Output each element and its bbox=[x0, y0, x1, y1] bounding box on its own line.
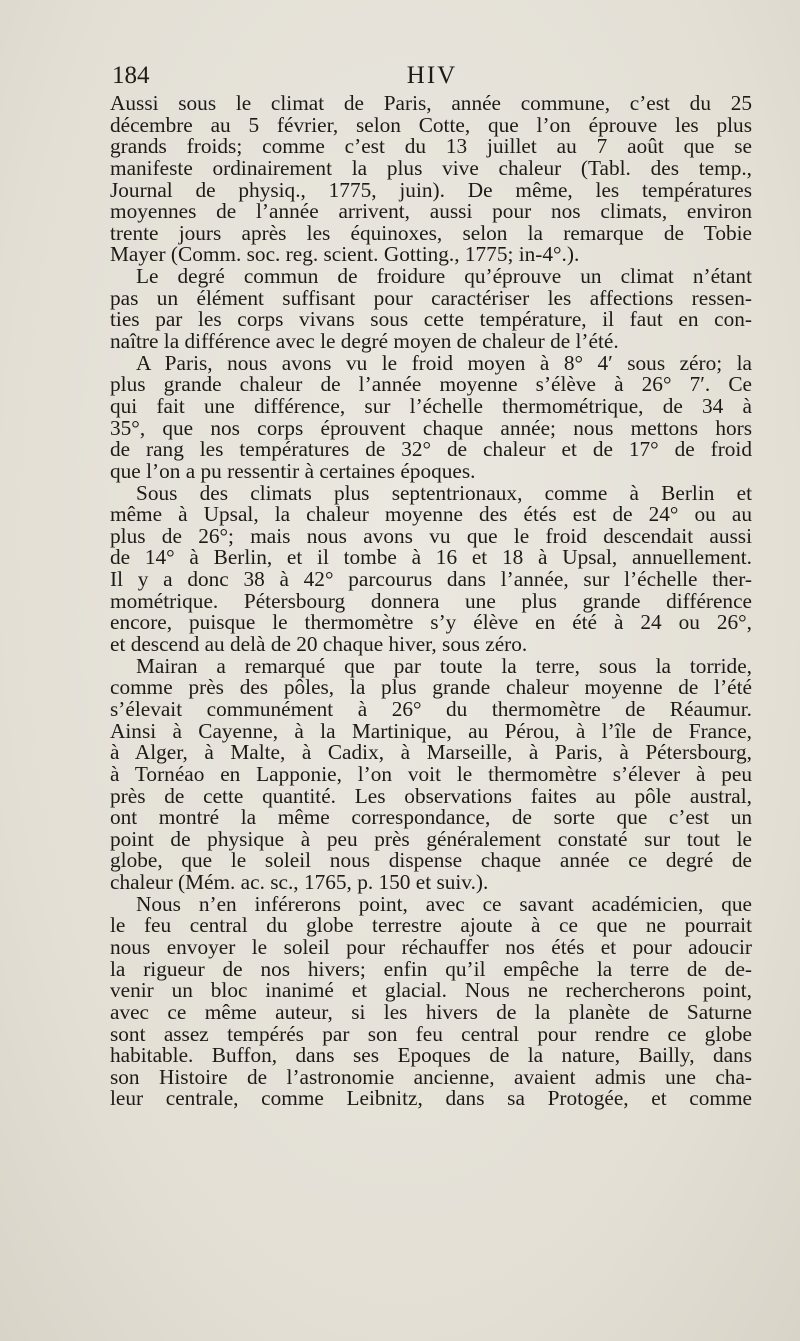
text-line: décembre au 5 février, selon Cotte, que l’on éprouve les plus bbox=[110, 112, 752, 137]
text-line: à Tornéao en Lapponie, l’on voit le thermomètre s’élever à peu bbox=[110, 761, 752, 786]
text-line: et descend au delà de 20 chaque hiver, sous zéro. bbox=[110, 632, 528, 657]
text-line: naître la différence avec le degré moyen de chaleur de l’été. bbox=[110, 329, 619, 354]
text-line: Il y a donc 38 à 42° parcourus dans l’année, sur l’échelle ther- bbox=[110, 567, 752, 592]
text-line: grands froids; comme c’est du 13 juillet au 7 août que se bbox=[110, 134, 752, 159]
text-line: trente jours après les équinoxes, selon la remarque de Tobie bbox=[110, 220, 752, 245]
text-line: habitable. Buffon, dans ses Epoques de la nature, Bailly, dans bbox=[110, 1043, 752, 1068]
text-line: moyennes de l’année arrivent, aussi pour nos climats, environ bbox=[110, 199, 752, 224]
text-line: son Histoire de l’astronomie ancienne, avaient admis une cha- bbox=[110, 1064, 752, 1089]
text-line: avec ce même auteur, si les hivers de la planète de Saturne bbox=[110, 999, 752, 1024]
text-line: point de physique à peu près généralement constaté sur tout le bbox=[110, 826, 752, 851]
text-line: ties par les corps vivans sous cette température, il faut en con- bbox=[110, 307, 752, 332]
text-line: Nous n’en inférerons point, avec ce savant académicien, que bbox=[136, 891, 752, 916]
text-line: de 14° à Berlin, et il tombe à 16 et 18 à Upsal, annuellement. bbox=[110, 545, 752, 570]
text-line: la rigueur de nos hivers; enfin qu’il empêche la terre de de- bbox=[110, 956, 752, 981]
text-line: pas un élément suffisant pour caractériser les affections ressen- bbox=[110, 285, 752, 310]
text-line: ont montré la même correspondance, de sorte que c’est un bbox=[110, 805, 752, 830]
body-text bbox=[110, 93, 752, 1110]
text-line: de rang les températures de 32° de chaleur et de 17° de froid bbox=[110, 437, 752, 462]
page-header bbox=[112, 62, 752, 92]
text-line: manifeste ordinairement la plus vive chaleur (Tabl. des temp., bbox=[110, 155, 752, 180]
text-line: qui fait une différence, sur l’échelle thermométrique, de 34 à bbox=[110, 393, 752, 418]
text-line: le feu central du globe terrestre ajoute à ce que ne pourrait bbox=[110, 913, 752, 938]
text-line: nous envoyer le soleil pour réchauffer nos étés et pour adoucir bbox=[110, 934, 752, 959]
text-line: que l’on a pu ressentir à certaines époques. bbox=[110, 458, 476, 483]
text-line: plus grande chaleur de l’année moyenne s’élève à 26° 7′. Ce bbox=[110, 372, 752, 397]
text-line: encore, puisque le thermomètre s’y élève en été à 24 ou 26°, bbox=[110, 610, 752, 635]
text-line: A Paris, nous avons vu le froid moyen à 8° 4′ sous zéro; la bbox=[136, 350, 752, 375]
text-line: même à Upsal, la chaleur moyenne des étés est de 24° ou au bbox=[110, 502, 752, 527]
text-line: 35°, que nos corps éprouvent chaque année; nous mettons hors bbox=[110, 415, 752, 440]
text-line: comme près des pôles, la plus grande chaleur moyenne de l’été bbox=[110, 675, 752, 700]
text-line: chaleur (Mém. ac. sc., 1765, p. 150 et suiv.). bbox=[110, 870, 489, 895]
text-line: près de cette quantité. Les observations faites au pôle austral, bbox=[110, 783, 752, 808]
text-line: à Alger, à Malte, à Cadix, à Marseille, à Paris, à Pétersbourg, bbox=[110, 740, 752, 765]
running-head: HIV bbox=[406, 62, 458, 89]
text-line: mométrique. Pétersbourg donnera une plus grande différence bbox=[110, 588, 752, 613]
text-line: Mairan a remarqué que par toute la terre, sous la torride, bbox=[136, 653, 752, 678]
text-line: Aussi sous le climat de Paris, année commune, c’est du 25 bbox=[110, 91, 752, 115]
text-line: leur centrale, comme Leibnitz, dans sa Protogée, et comme bbox=[110, 1086, 752, 1111]
text-line: globe, que le soleil nous dispense chaque année ce degré de bbox=[110, 848, 752, 873]
text-line: s’élevait communément à 26° du thermomètre de Réaumur. bbox=[110, 696, 752, 721]
text-line: Journal de physiq., 1775, juin). De même, les températures bbox=[110, 177, 752, 202]
text-line: sont assez tempérés par son feu central pour rendre ce globe bbox=[110, 1021, 752, 1046]
page-number: 184 bbox=[112, 62, 150, 89]
text-line: Le degré commun de froidure qu’éprouve un climat n’étant bbox=[136, 264, 752, 289]
text-line: Mayer (Comm. soc. reg. scient. Gotting., 1775; in-4°.). bbox=[110, 242, 580, 267]
text-line: Ainsi à Cayenne, à la Martinique, au Pérou, à l’île de France, bbox=[110, 718, 752, 743]
text-line: Sous des climats plus septentrionaux, comme à Berlin et bbox=[136, 480, 752, 505]
text-line: venir un bloc inanimé et glacial. Nous ne rechercherons point, bbox=[110, 978, 752, 1003]
text-line: plus de 26°; mais nous avons vu que le froid descendait aussi bbox=[110, 523, 752, 548]
